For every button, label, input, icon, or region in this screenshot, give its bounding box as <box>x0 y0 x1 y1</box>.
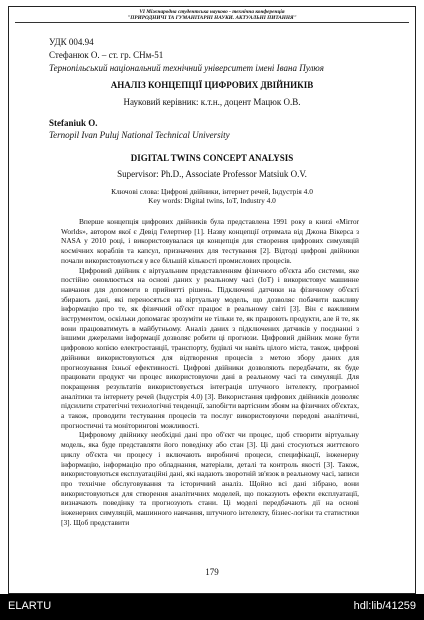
handle-id[interactable]: hdl:lib/41259 <box>353 600 416 612</box>
title-en: DIGITAL TWINS CONCEPT ANALYSIS <box>130 153 294 163</box>
repository-footer <box>0 594 424 620</box>
author-en: Stefaniuk O. <box>49 118 98 128</box>
paragraph-2: Цифровий двійник є віртуальним представленням фізичного об'єкта або системи, яке постійно оновлюється на основі даних у реальному часі (IoT) і використовує машинне навчання для допомоги в прийнятті рішень. Підключені датчики на фізичному об'єкті збирають дані, які переносяться на віртуальну модель, що дозволяє побачити важливу інформацію про те, як фізичний об'єкт працює в реальному світі [3]. Він є важливим інструментом, оскільки допомагає зрозуміти не тільки те, як працюють продукти, але й те, як вони працюватимуть в майбутньому. Аналіз даних з підключених датчиків у поєднанні з іншими джерелами інформації дозволяє робити ці прогнози. Цифровий двійник може бути цифровою копією електростанції, транспорту, будівлі чи навіть цілого міста, також, цифрові двійники використовуються для відтворення процесів з метою збору даних для прогнозування їхньої ефективності. Цифрові двійники дозволяють передбачати, як буде працювати продукт чи процес використовуючи дані в реальному часі та симуляції. Для покращення результатів використовується інтеграція штучного інтелекту, програмної аналітики та інтернету речей (Індустрія 4.0) [3]. Використання цифрових двійників дозволяє підсилити стратегічні технологічні тенденції, запобігти вартісним збоям на фізичних об'єктах, а також, проводити тестування процесів та послуг використовуючи передові аналітичні, прогностичні та моніторингові можливості. <box>61 265 359 430</box>
conference-header <box>9 9 415 22</box>
document-page <box>8 6 416 594</box>
affiliation-en: Ternopil Ivan Puluj National Technical University <box>49 130 230 140</box>
author-ua: Стефанюк О. – ст. гр. СНм-51 <box>49 50 164 60</box>
supervisor-en: Supervisor: Ph.D., Associate Professor Matsiuk O.V. <box>117 169 307 179</box>
conference-line-1: VI Міжнародна студентська науково - технічна конференція <box>139 9 285 15</box>
udk-code: УДК 004.94 <box>49 37 94 47</box>
conference-line-2: "ПРИРОДНИЧІ ТА ГУМАНІТАРНІ НАУКИ. АКТУАЛЬНІ ПИТАННЯ" <box>127 15 297 22</box>
header-divider <box>15 22 409 23</box>
supervisor-ua: Науковий керівник: к.т.н., доцент Мацюк О.В. <box>123 97 301 107</box>
title-ua: АНАЛІЗ КОНЦЕПЦІЇ ЦИФРОВИХ ДВІЙНИКІВ <box>110 80 314 90</box>
body-text <box>61 217 359 528</box>
paragraph-3: Цифровому двійнику необхідні дані про об'єкт чи процес, щоб створити віртуальну модель, яка буде представляти його поведінку або стан [3]. Ці дані стосуються життєвого циклу об'єкта чи процесу і включають виробничі процеси, специфікації, інженерну інформацію, інформацію про обладнання, матеріали, деталі та контроль якості [3]. Також, використовуються експлуатаційні дані, які надають зворотній зв'язок в реальному часі, записи про технічне обслуговування та історичний аналіз. Щойно всі дані зібрано, вони використовуються для створення аналітичних моделей, що показують ефекти експлуатації, визначають поведінку та прогнозують стани. Ці моделі передбачають дії на основі інженерних симуляцій, машинного навчання, штучного інтелекту, бізнес-логіки та статистики [3]. Щоб представити <box>61 430 359 527</box>
affiliation-ua: Тернопільський національний технічний університет імені Івана Пулюя <box>49 63 324 73</box>
keywords-en: Key words: Digital twins, IoT, Industry 4.0 <box>148 196 276 205</box>
keywords-ua: Ключові слова: Цифрові двійники, інтернет речей, Індустрія 4.0 <box>111 187 313 196</box>
paragraph-1: Вперше концепція цифрових двійників була представлена 1991 року в книзі «Mirror Worlds», автором якої є Девід Гелертнер [1]. Назву концепції отримала від Джона Вікерса з NASA у 2010 році, і використовувалася ця концепція для створення цифрових симуляцій космічних кораблів та капсул, призначених для тестування [2]. Відтоді цифрові двійники почали використовуються у все більшій кількості промислових процесів. <box>61 217 359 265</box>
repository-name[interactable]: ELARTU <box>8 600 52 612</box>
page-number: 179 <box>205 567 219 577</box>
